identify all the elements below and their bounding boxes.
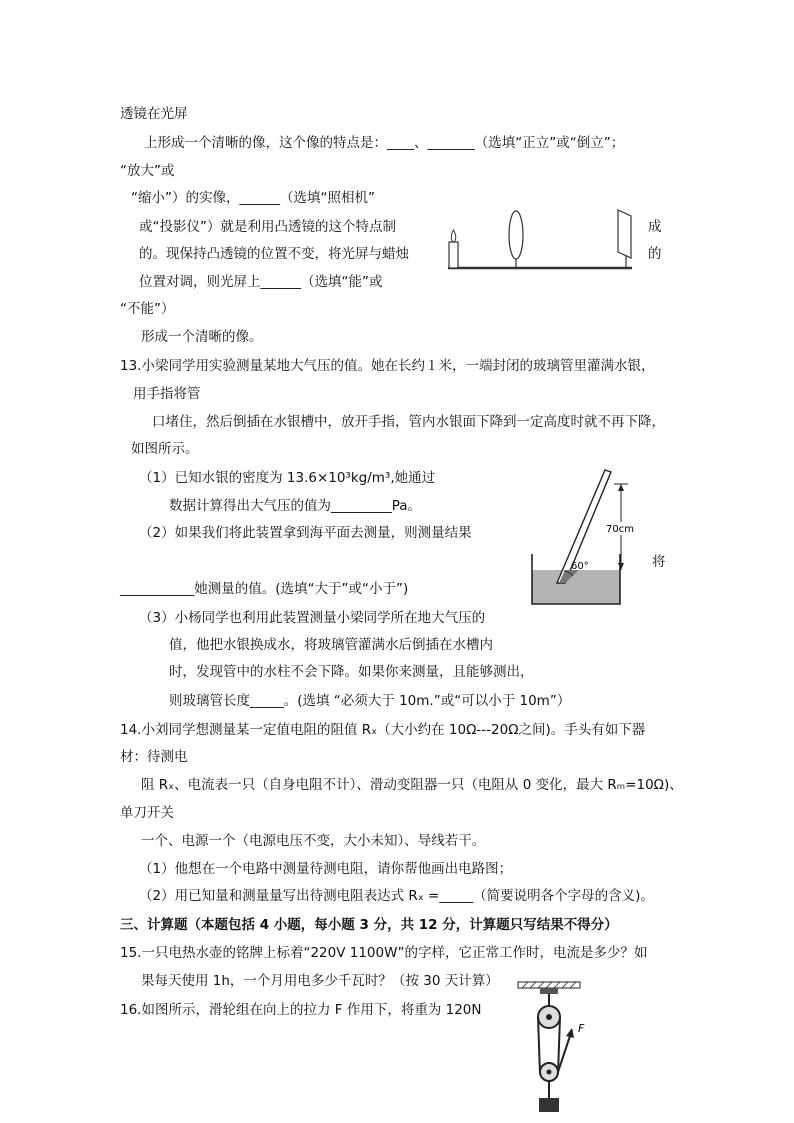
line-8: “不能”）: [120, 301, 175, 317]
mercury-surface: [532, 570, 620, 604]
arrow-bottom: [618, 563, 624, 570]
torricelli-tube-figure: [528, 466, 648, 611]
q15-line-2: 果每天使用 1h，一个月用电多少千瓦时？（按 30 天计算）: [141, 973, 499, 989]
line-6: 的。现保持凸透镜的位置不变，将光屏与蜡烛: [139, 246, 409, 262]
movable-pulley-axle: [547, 1070, 552, 1075]
q13-part-3a: （3）小杨同学也利用此装置测量小梁同学所在地大气压的: [139, 610, 486, 626]
pulley-mount: [540, 988, 558, 994]
candle: [449, 242, 458, 268]
line-3: “放大”或: [120, 163, 175, 179]
q13-part-3d: 则玻璃管长度_____。(选填 “必须大于 10m.”或“可以小于 10m”）: [169, 693, 571, 709]
q13-part-1a: （1）已知水银的密度为 13.6×10³kg/m³,她通过: [139, 470, 436, 486]
q13-part-3b: 值，他把水银换成水，将玻璃管灌满水后倒插在水槽内: [169, 637, 493, 653]
height-label: 70cm: [606, 524, 634, 535]
q16-line-1: 16.如图所示，滑轮组在向上的拉力 F 作用下，将重为 120N: [120, 1002, 482, 1018]
fixed-pulley-axle: [546, 1014, 552, 1020]
force-arrow-head: [566, 1028, 574, 1038]
q13-part-1b: 数据计算得出大气压的值为_________Pa。: [169, 498, 422, 514]
q14-part-2: （2）用已知量和测量量写出待测电阻表达式 Rₓ =_____（简要说明各个字母的含义)。: [139, 888, 654, 904]
q13-part-3c: 时，发现管中的水柱不会下降。如果你来测量，且能够测出，: [169, 664, 534, 680]
q15-line-1: 15.一只电热水壶的铭牌上标着“220V 1100W”的字样，它正常工作时，电流是多少？如: [120, 945, 648, 961]
force-label: F: [578, 1022, 585, 1035]
candle-flame: [451, 230, 456, 242]
line-9: 形成一个清晰的像。: [141, 329, 263, 345]
q13-line-1: 13.小梁同学用实验测量某地大气压的值。她在长约１米，一端封闭的玻璃管里灌满水银，: [120, 358, 655, 374]
weight-block: [539, 1098, 559, 1112]
line-7: 位置对调，则光屏上______（选填“能”或: [139, 274, 383, 290]
line-1: 透镜在光屏: [120, 106, 188, 122]
lens-experiment-figure: [440, 200, 640, 280]
light-screen: [618, 210, 631, 258]
q14-line-1: 14.小刘同学想测量某一定值电阻的阻值 Rₓ（大小约在 10Ω---20Ω之间)。手头有如下器: [120, 722, 646, 738]
rope-left: [538, 1017, 540, 1074]
line-6-right: 的: [648, 246, 662, 262]
q13-part-2-right: 将: [652, 554, 666, 570]
line-4: “缩小”）的实像，______（选填“照相机”: [131, 190, 375, 206]
convex-lens: [509, 211, 523, 259]
arrow-top: [618, 484, 624, 491]
q13-part-2b: ___________她测量的值。(选填“大于”或“小于”): [120, 581, 409, 597]
q13-line-2: 用手指将管: [133, 386, 201, 402]
q14-line-5: 一个、电源一个（电源电压不变，大小未知）、导线若干。: [141, 833, 486, 849]
q14-line-2: 材：待测电: [120, 749, 188, 765]
pulley-figure: [508, 980, 598, 1120]
angle-label: 60°: [571, 561, 589, 572]
line-2: 上形成一个清晰的像，这个像的特点是：____、_______（选填“正立”或“倒立”；: [144, 135, 625, 151]
q14-line-3: 阻 Rₓ、电流表一只（自身电阻不计）、滑动变阻器一只（电阻从 0 变化，最大 Rₘ=10Ω)、: [141, 777, 683, 793]
line-5: 或“投影仪”）就是利用凸透镜的这个特点制: [139, 219, 396, 235]
q13-line-4: 如图所示。: [131, 441, 199, 457]
q14-line-4: 单刀开关: [120, 805, 174, 821]
line-5-right: 成: [648, 219, 662, 235]
q13-part-2a: （2）如果我们将此装置拿到海平面去测量，则测量结果: [139, 525, 472, 541]
section-3-heading: 三、计算题（本题包括 4 小题，每小题 3 分，共 12 分，计算题只写结果不得分）: [120, 917, 618, 933]
q14-part-1: （1）他想在一个电路中测量待测电阻，请你帮他画出电路图；: [139, 861, 513, 877]
q13-line-3: 口堵住，然后倒插在水银槽中，放开手指，管内水银面下降到一定高度时就不再下降，: [152, 414, 665, 430]
